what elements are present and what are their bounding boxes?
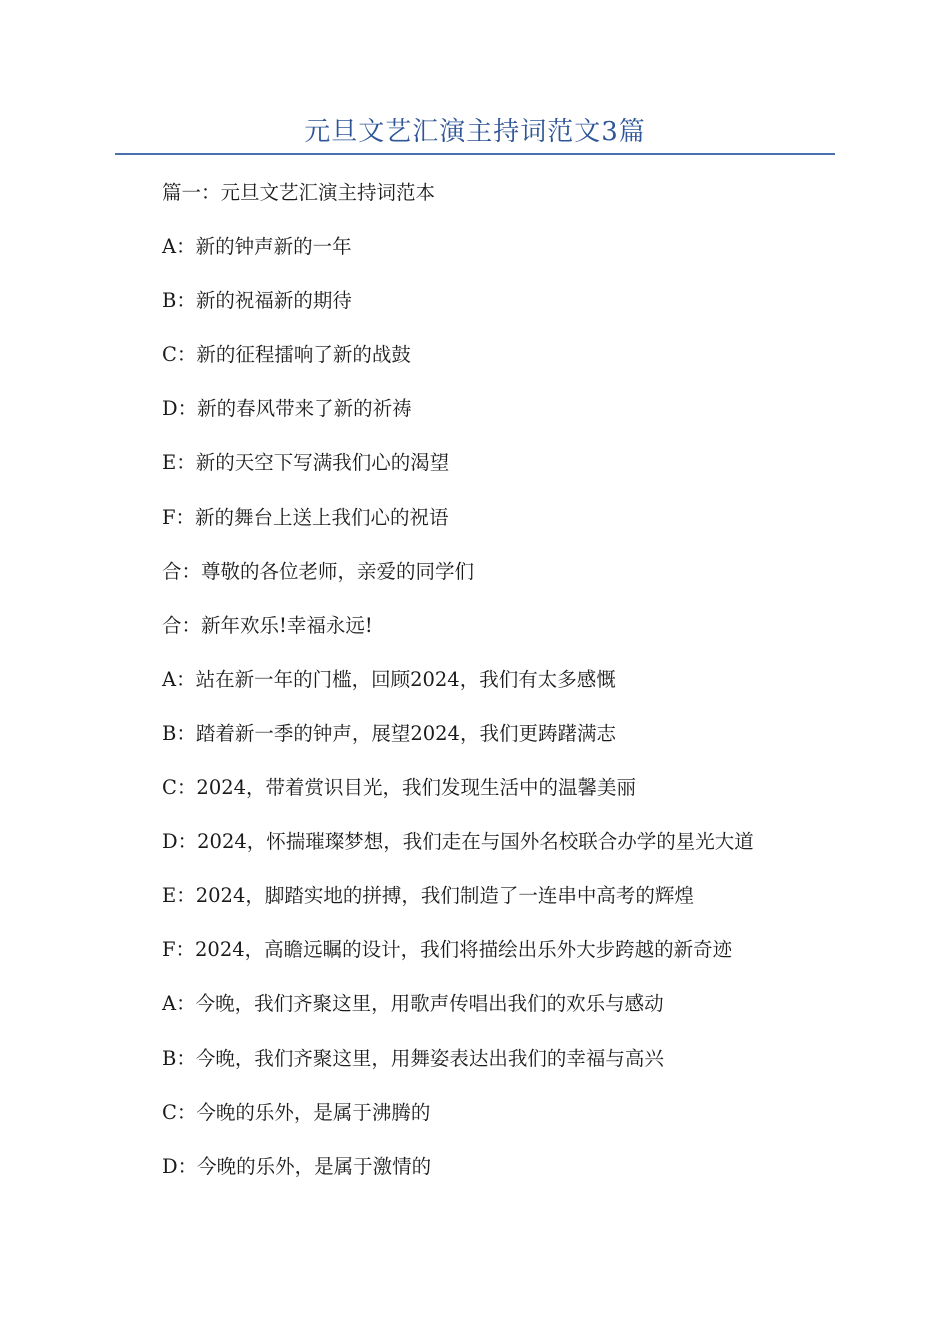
- paragraph-line: D：新的春风带来了新的祈祷: [162, 397, 412, 421]
- paragraph-line: B：今晚，我们齐聚这里，用舞姿表达出我们的幸福与高兴: [162, 1046, 664, 1070]
- paragraph-line: D：今晚的乐外，是属于激情的: [162, 1154, 432, 1178]
- paragraph-line: A：今晚，我们齐聚这里，用歌声传唱出我们的欢乐与感动: [162, 992, 664, 1016]
- paragraph-line: F：2024，高瞻远瞩的设计，我们将描绘出乐外大步跨越的新奇迹: [162, 938, 733, 962]
- paragraph-line: E：2024，脚踏实地的拼搏，我们制造了一连串中高考的辉煌: [162, 884, 694, 908]
- document-title: 元旦文艺汇演主持词范文3篇: [304, 117, 646, 147]
- paragraph-line: B：踏着新一季的钟声，展望2024，我们更踌躇满志: [162, 721, 616, 745]
- paragraph-line: C：今晚的乐外，是属于沸腾的: [162, 1100, 431, 1124]
- title-underline: [115, 153, 835, 155]
- paragraph-line: E：新的天空下写满我们心的渴望: [162, 451, 450, 475]
- paragraph-line: A：新的钟声新的一年: [162, 235, 352, 259]
- paragraph-line: 篇一：元旦文艺汇演主持词范本: [162, 181, 436, 204]
- paragraph-line: C：新的征程擂响了新的战鼓: [162, 343, 411, 367]
- paragraph-line: 合：新年欢乐!幸福永远!: [162, 613, 373, 637]
- paragraph-line: F：新的舞台上送上我们心的祝语: [162, 505, 449, 529]
- paragraph-line: 合：尊敬的各位老师，亲爱的同学们: [162, 559, 475, 583]
- paragraph-line: D：2024，怀揣璀璨梦想，我们走在与国外名校联合办学的星光大道: [162, 830, 754, 854]
- paragraph-line: B：新的祝福新的期待: [162, 289, 352, 313]
- paragraph-line: C：2024，带着赏识目光，我们发现生活中的温馨美丽: [162, 776, 637, 800]
- document-body: [162, 178, 842, 1206]
- paragraph-line: A：站在新一年的门槛，回顾2024，我们有太多感慨: [162, 667, 616, 691]
